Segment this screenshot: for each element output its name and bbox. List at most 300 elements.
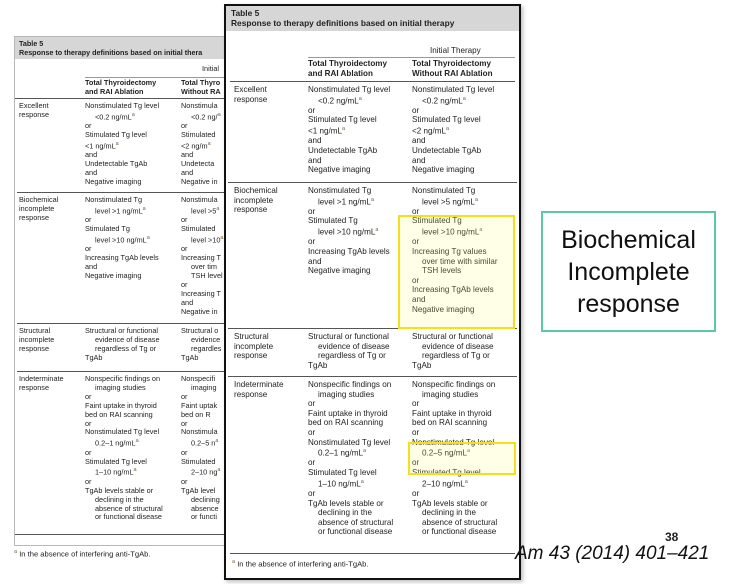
cell-text: or: [308, 488, 316, 498]
cell-text: level >1 ng/mL: [95, 206, 143, 216]
col2-line: [181, 513, 220, 522]
label-line: [234, 95, 267, 105]
cell-text: or: [308, 105, 316, 115]
footnote-marker: a: [467, 448, 471, 455]
cell-text: Structural or functional: [85, 326, 159, 335]
col2-line: [412, 508, 497, 518]
cell-text: Faint uptake in thyroid: [85, 400, 157, 410]
row-0-col2: [181, 102, 221, 187]
row-2-label: [234, 332, 273, 361]
cell-text: Nonstimula: [181, 427, 218, 437]
cell-text: Increasing TgAb levels: [412, 285, 494, 295]
header-line: Total Thyroidectomy: [308, 59, 387, 68]
col1-line: [85, 225, 159, 234]
row-0-col1: [85, 102, 159, 187]
cell-text: or: [308, 458, 316, 468]
cell-text: Nonspecifi: [181, 374, 216, 383]
cell-text: response: [234, 205, 268, 215]
cell-text: Stimulated: [181, 456, 216, 466]
cell-text: Stimulated Tg: [308, 216, 358, 226]
header-line: and RAI Ablation: [308, 68, 373, 78]
row-separator: [17, 371, 243, 372]
label-line: [234, 332, 273, 342]
cell-text: level >10 ng/mL: [422, 227, 480, 237]
cell-text: declining: [191, 494, 220, 504]
cell-text: and: [181, 150, 194, 160]
col1-line: [308, 489, 393, 499]
footnote-marker: a: [135, 438, 139, 445]
cell-text: <1 ng/mL: [308, 126, 342, 136]
col2-line: [181, 308, 223, 317]
cell-text: imaging studies: [318, 389, 375, 399]
cell-text: Negative in: [181, 306, 218, 316]
row-0-col2: [412, 85, 494, 175]
col1-line: [85, 111, 159, 122]
col2-line: [412, 186, 498, 196]
cell-text: Structural o: [181, 326, 219, 335]
col1-line: [308, 438, 393, 448]
col2-line: [412, 409, 497, 419]
cell-text: or: [412, 237, 420, 247]
cell-text: over time with similar: [422, 256, 498, 266]
col1-line: [308, 478, 393, 489]
cell-text: Stimulated Tg: [85, 224, 130, 234]
label-line: [234, 196, 278, 206]
cell-text: Structural: [19, 326, 51, 335]
back-table-label: Table 5: [19, 39, 44, 48]
table-rule: [308, 57, 515, 58]
back-super-header: Initial: [202, 64, 220, 73]
cell-text: Nonstimulated Tg level: [412, 85, 495, 94]
col2-line: [412, 478, 497, 489]
cell-text: Stimulated Tg level: [308, 115, 377, 125]
cell-text: Negative imaging: [412, 304, 475, 314]
footnote-text: In the absence of interfering anti-TgAb.: [237, 559, 369, 569]
cell-text: or: [412, 488, 420, 498]
table-title: Response to therapy definitions based on initial therapy: [231, 18, 455, 28]
footnote-marker: a: [232, 559, 236, 565]
col2-line: [412, 351, 494, 361]
cell-text: Excellent: [19, 101, 49, 110]
cell-text: or: [181, 215, 188, 225]
col2-line: [412, 418, 497, 428]
col2-line: [412, 518, 497, 528]
footnote-marker: a: [146, 235, 150, 242]
cell-text: <0.2 ng/mL: [422, 96, 463, 106]
col1-line: [308, 106, 390, 116]
footnote-marker: a: [216, 205, 220, 212]
cell-text: or: [412, 399, 420, 409]
cell-text: Nonstimulated Tg level: [308, 85, 391, 94]
footnote-marker: a: [462, 95, 466, 102]
cell-text: level >10 ng/mL: [95, 235, 147, 245]
cell-text: Undetecta: [181, 159, 215, 169]
col1-line: [308, 428, 393, 438]
cell-text: or functional disease: [422, 527, 497, 537]
col1-line: [85, 411, 163, 420]
cell-text: or: [308, 427, 316, 437]
footnote-marker: a: [445, 126, 450, 133]
cell-text: or: [85, 447, 92, 457]
cell-text: and: [85, 168, 98, 178]
cell-text: TSH levels: [422, 266, 462, 276]
cell-text: Negative imaging: [412, 165, 475, 175]
col2-line: [412, 399, 497, 409]
cell-text: 2–10 ng: [191, 467, 218, 477]
cell-text: <2 ng/m: [181, 141, 208, 151]
header-line: Total Thyroidectomy: [412, 59, 491, 68]
row-1-col1: [308, 186, 390, 276]
cell-text: Excellent: [234, 85, 267, 94]
cell-text: absence of structural: [318, 517, 394, 527]
cell-text: response: [19, 212, 50, 222]
cell-text: Negative imaging: [85, 177, 142, 187]
col1-line: [308, 165, 390, 175]
cell-text: absence: [191, 503, 219, 513]
col1-header: [308, 59, 387, 78]
col1-line: [308, 156, 390, 166]
col1-line: [85, 437, 163, 448]
col1-line: [308, 266, 390, 276]
cell-text: or: [85, 121, 92, 131]
cell-text: or: [181, 391, 188, 401]
row-2-col1: [308, 332, 390, 370]
col1-line: [308, 458, 393, 468]
cell-text: TgAb: [85, 352, 103, 362]
cell-text: imaging studies: [95, 382, 146, 392]
col1-line: [308, 247, 390, 257]
col1-line: [308, 518, 393, 528]
super-header: Initial Therapy: [430, 46, 481, 55]
row-2-col1: [85, 327, 160, 363]
cell-text: level >10: [191, 235, 221, 245]
col1-line: [308, 226, 390, 237]
cell-text: or: [412, 206, 420, 216]
col2-line: [181, 178, 221, 187]
highlight-box-indeterminate: [408, 442, 516, 478]
cell-text: 0.2–5 ng/mL: [422, 448, 467, 458]
footnote-marker: a: [215, 438, 219, 445]
col1-line: [308, 146, 390, 156]
col1-line: [85, 513, 163, 522]
row-3-col1: [308, 380, 393, 537]
col1-line: [308, 409, 393, 419]
label-line: [19, 384, 64, 393]
cell-text: Nonstimulated Tg: [308, 186, 372, 195]
col1-line: [308, 237, 390, 247]
cell-text: Nonstimulated Tg level: [308, 437, 391, 447]
cell-text: 2–10 ng/mL: [422, 479, 465, 489]
cell-text: and: [308, 155, 322, 165]
cell-text: Nonspecific findings on: [412, 380, 496, 389]
footnote-marker: a: [142, 205, 146, 212]
cell-text: level >1 ng/mL: [318, 197, 371, 207]
cell-text: or functi: [191, 512, 217, 522]
cell-text: Stimulated Tg level: [412, 115, 481, 125]
cell-text: <2 ng/mL: [412, 126, 446, 136]
label-line: [234, 351, 273, 361]
cell-text: Increasing Tg values: [412, 246, 487, 256]
footnote-marker: a: [131, 111, 135, 118]
cell-text: declining in the: [95, 494, 144, 504]
cell-text: evidence: [191, 334, 221, 344]
col1-line: [308, 499, 393, 509]
col1-line: [308, 95, 390, 106]
cell-text: <0.2 ng/mL: [95, 112, 132, 122]
table-footnote: [232, 559, 368, 569]
callout-box: [541, 211, 716, 332]
cell-text: Negative in: [181, 177, 218, 187]
label-line: [19, 345, 54, 354]
row-1-col1: [85, 196, 159, 281]
cell-text: response: [19, 382, 50, 392]
cell-text: Faint uptake in thyroid: [308, 408, 388, 418]
footnote-marker: a: [464, 478, 468, 485]
cell-text: Undetectable TgAb: [85, 159, 148, 169]
footnote-marker: a: [363, 448, 367, 455]
cell-text: or: [85, 418, 92, 428]
cell-text: level >10 ng/mL: [318, 227, 376, 237]
row-separator: [228, 182, 517, 183]
cell-text: Negative imaging: [85, 271, 142, 281]
col1-line: [308, 527, 393, 537]
row-3-col1: [85, 375, 163, 522]
cell-text: and: [85, 262, 98, 272]
col2-line: [412, 342, 494, 352]
footnote-marker: a: [360, 478, 364, 485]
col2-line: [412, 156, 494, 166]
cell-text: Nonstimulated Tg: [412, 186, 476, 195]
row-0-col1: [308, 85, 390, 175]
footnote-marker: a: [14, 549, 18, 555]
label-line: [19, 214, 58, 223]
col2-line: [412, 146, 494, 156]
cell-text: 0.2–1 ng/mL: [95, 438, 136, 448]
col1-line: [85, 205, 159, 216]
header-line: Total Thyroidectomy: [85, 78, 157, 87]
cell-text: Increasing TgAb levels: [85, 253, 159, 263]
cell-text: incomplete: [234, 195, 274, 205]
col1-line: [308, 257, 390, 267]
table-label: Table 5: [231, 8, 260, 18]
col1-line: [308, 399, 393, 409]
col1-line: [308, 380, 393, 390]
cell-text: or: [181, 280, 188, 289]
cell-text: or functional disease: [95, 512, 162, 522]
cell-text: regardless of Tg or: [318, 351, 386, 361]
cell-text: response: [234, 389, 268, 399]
col1-line: [85, 458, 163, 467]
footnote-marker: a: [220, 235, 224, 242]
col2-line: [181, 354, 221, 363]
col1-line: [308, 361, 390, 371]
col1-line: [85, 384, 163, 393]
col2-header: [412, 59, 493, 78]
cell-text: TSH level: [191, 271, 223, 281]
cell-text: <1 ng/mL: [85, 141, 116, 151]
cell-text: Indeterminate: [19, 374, 64, 383]
col1-line: [85, 466, 163, 477]
cell-text: or: [181, 418, 188, 428]
cell-text: or: [85, 476, 92, 486]
label-line: [234, 186, 278, 196]
col1-line: [308, 125, 390, 136]
col1-line: [308, 136, 390, 146]
callout-text: Biochemical Incomplete response: [561, 225, 696, 318]
row-3-col2: [181, 375, 220, 522]
cell-text: Stimulated Tg level: [412, 468, 481, 478]
cell-text: TgAb levels stable or: [412, 498, 488, 508]
col1-line: [85, 131, 159, 140]
row-2-col2: [412, 332, 494, 370]
cell-text: and: [412, 155, 426, 165]
cell-text: <0.2 ng/mL: [318, 96, 359, 106]
cell-text: or: [412, 427, 420, 437]
cell-text: Faint uptake in thyroid: [412, 408, 492, 418]
cell-text: TgAb: [412, 360, 432, 370]
col1-line: [85, 102, 159, 111]
cell-text: bed on R: [181, 409, 211, 419]
cell-text: TgAb levels stable or: [85, 485, 154, 495]
cell-text: or: [181, 476, 188, 486]
cell-text: or: [412, 275, 420, 285]
col2-line: [181, 102, 221, 111]
col1-line: [308, 196, 390, 207]
cell-text: regardles: [191, 343, 222, 353]
row-separator: [17, 323, 243, 324]
cell-text: response: [234, 351, 268, 361]
cell-text: Stimulated Tg: [412, 216, 462, 226]
footnote-marker: a: [341, 126, 346, 133]
cell-text: Stimulated Tg level: [308, 468, 377, 478]
col2-line: [412, 527, 497, 537]
cell-text: response: [234, 94, 268, 104]
cell-text: 1–10 ng/mL: [95, 467, 134, 477]
footnote-marker: a: [133, 467, 137, 474]
cell-text: imaging: [191, 382, 217, 392]
row-3-label: [19, 375, 64, 393]
row-1-col2: [181, 196, 223, 317]
cell-text: declining in the: [318, 508, 372, 518]
col1-line: [308, 216, 390, 226]
row-1-label: [19, 196, 58, 223]
cell-text: absence of structural: [422, 517, 498, 527]
cell-text: or: [181, 447, 188, 457]
cell-text: Nonstimula: [181, 195, 218, 204]
cell-text: evidence of disease: [422, 341, 494, 351]
front-table: [224, 4, 521, 580]
col2-line: [412, 106, 494, 116]
cell-text: Stimulated Tg level: [85, 456, 147, 466]
col2-line: [412, 95, 494, 106]
row-2-label: [19, 327, 54, 354]
cell-text: Structural or functional: [412, 332, 493, 341]
col1-line: [85, 196, 159, 205]
col1-line: [85, 234, 159, 245]
cell-text: Undetectable TgAb: [412, 145, 482, 155]
col1-line: [308, 115, 390, 125]
back-table-title-bar: [15, 37, 245, 59]
cell-text: or: [181, 121, 188, 131]
col2-line: [181, 131, 221, 140]
footnote-marker: a: [115, 141, 119, 148]
cell-text: Nonspecific findings on: [308, 380, 392, 389]
col1-line: [308, 207, 390, 217]
slide-number: 38: [665, 530, 679, 544]
col2-line: [181, 196, 223, 205]
col1-line: [308, 186, 390, 196]
footnote-marker: a: [479, 227, 483, 234]
cell-text: and: [308, 136, 322, 146]
cell-text: and: [85, 150, 98, 160]
cell-text: or: [308, 399, 316, 409]
row-2-col2: [181, 327, 221, 363]
col1-line: [308, 332, 390, 342]
label-line: [234, 380, 284, 390]
footnote-marker: a: [375, 227, 379, 234]
label-line: [234, 342, 273, 352]
header-line: Without RAI Ablation: [412, 68, 493, 78]
cell-text: over tim: [191, 262, 217, 272]
footnote-marker: a: [358, 95, 362, 102]
col2-line: [412, 136, 494, 146]
cell-text: and: [308, 256, 322, 266]
back-col2-header: [181, 79, 221, 97]
background-table: [14, 36, 246, 546]
table-rule: [230, 81, 515, 82]
cell-text: or: [412, 458, 420, 468]
back-rule: [15, 98, 245, 99]
cell-text: and: [412, 136, 426, 146]
cell-text: Nonstimulated Tg level: [412, 437, 495, 447]
cell-text: TgAb: [308, 360, 328, 370]
cell-text: incomplete: [19, 334, 55, 344]
back-footnote: [14, 549, 150, 559]
table-rule: [230, 553, 515, 554]
header-line: Without RA: [181, 86, 221, 96]
cell-text: TgAb: [181, 352, 199, 362]
col2-line: [412, 361, 494, 371]
cell-text: Negative imaging: [308, 266, 371, 276]
footnote-marker: a: [474, 196, 478, 203]
cell-text: 0.2–5 n: [191, 438, 216, 448]
cell-text: or: [412, 105, 420, 115]
cell-text: Faint uptak: [181, 400, 218, 410]
row-3-label: [234, 380, 284, 399]
cell-text: level >5: [191, 206, 217, 216]
cell-text: 1–10 ng/mL: [318, 479, 361, 489]
cell-text: Undetectable TgAb: [308, 145, 378, 155]
cell-text: or functional disease: [318, 527, 393, 537]
col2-line: [412, 428, 497, 438]
col1-line: [308, 85, 390, 95]
row-separator: [17, 192, 243, 193]
col1-line: [85, 428, 163, 437]
back-col1-header: [85, 79, 156, 97]
col2-line: [412, 499, 497, 509]
col2-line: [412, 332, 494, 342]
cell-text: absence of structural: [95, 503, 163, 513]
row-0-label: [19, 102, 49, 120]
col2-line: [412, 380, 497, 390]
col2-line: [412, 115, 494, 125]
row-separator: [228, 376, 517, 377]
cell-text: level >5 ng/mL: [422, 197, 475, 207]
cell-text: or: [308, 237, 316, 247]
cell-text: or: [181, 244, 188, 254]
cell-text: Biochemical: [234, 186, 278, 195]
cell-text: or: [308, 206, 316, 216]
